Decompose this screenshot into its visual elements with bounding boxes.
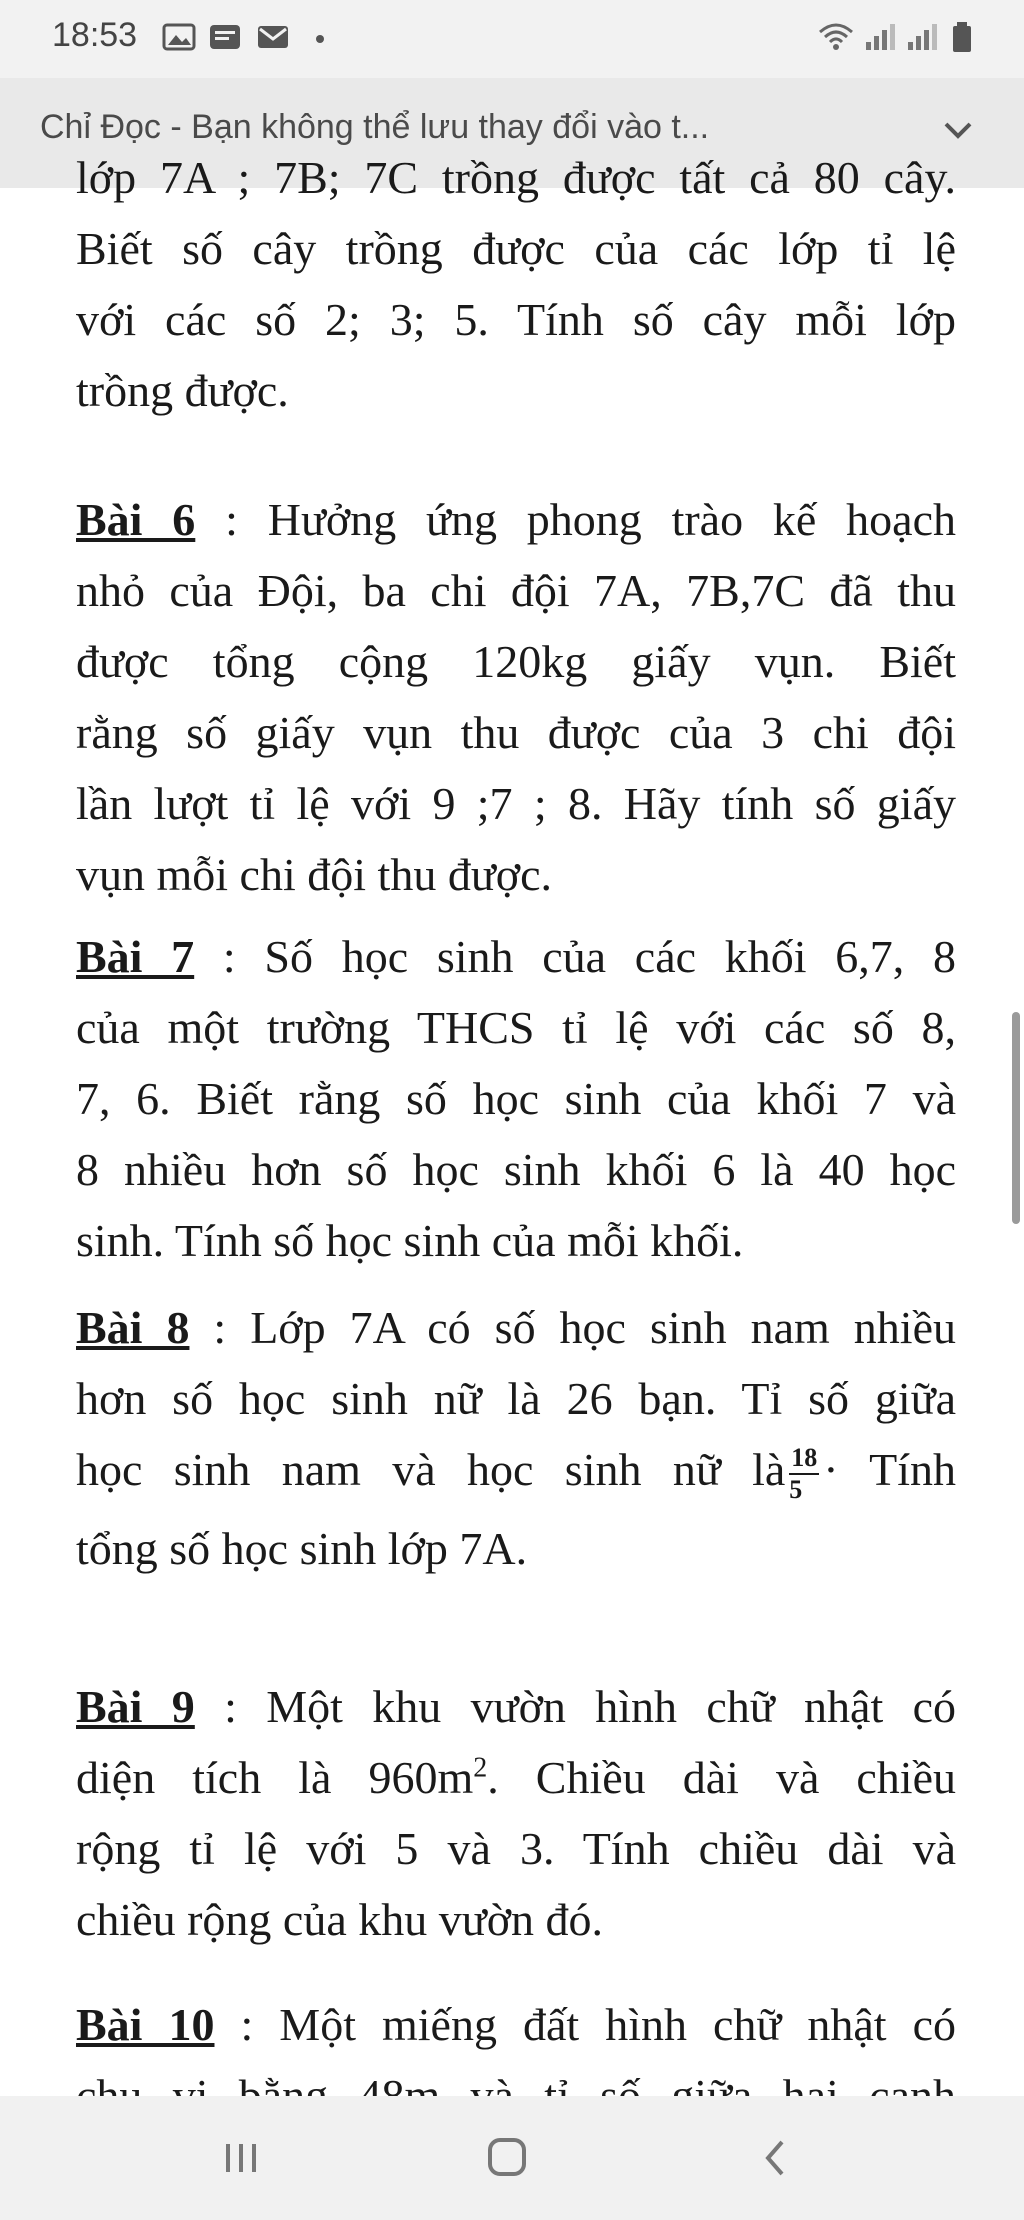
wifi-icon	[816, 20, 856, 54]
text-line: Biết số cây trồng được của các lớp tỉ lệ	[76, 223, 956, 274]
text-line: lớp 7A ; 7B; 7C trồng được tất cả 80 cây.	[76, 152, 956, 203]
text-line: rằng số giấy vụn thu được của 3 chi đội	[76, 707, 956, 758]
text-line: được tổng cộng 120kg giấy vụn. Biết	[76, 636, 956, 687]
text-line: nhỏ của Đội, ba chi đội 7A, 7B,7C đã thu	[76, 565, 956, 616]
text-line: · Tính	[823, 1444, 956, 1495]
text-line: trồng được.	[76, 365, 289, 416]
scrollbar-thumb[interactable]	[1012, 1012, 1020, 1224]
text-line: với các số 2; 3; 5. Tính số cây mỗi lớp	[76, 294, 956, 345]
status-bar	[0, 0, 1024, 78]
exercise-6	[76, 484, 956, 910]
exercise-label: Bài 10	[76, 1999, 215, 2050]
text-line: : Một miếng đất hình chữ nhật có	[214, 1999, 956, 2050]
exercise-7	[76, 921, 956, 1276]
exercise-8	[76, 1292, 956, 1584]
text-line: của một trường THCS tỉ lệ với các số 8,	[76, 1002, 956, 1053]
home-icon[interactable]	[472, 2126, 542, 2190]
signal-icon	[862, 20, 898, 54]
mail-icon	[256, 22, 290, 52]
text-line: 7, 6. Biết rằng số học sinh của khối 7 và	[76, 1073, 956, 1124]
exercise-9	[76, 1671, 956, 1955]
text-line: . Chiều dài và chiều	[487, 1752, 957, 1803]
status-time: 18:53	[52, 16, 138, 54]
exercise-label: Bài 8	[76, 1302, 190, 1353]
exercise-label: Bài 6	[76, 494, 196, 545]
text-line: 8 nhiều hơn số học sinh khối 6 là 40 học	[76, 1144, 956, 1195]
exercise-label: Bài 9	[76, 1681, 195, 1732]
fraction	[789, 1443, 819, 1505]
text-line: rộng tỉ lệ với 5 và 3. Tính chiều dài và	[76, 1823, 956, 1874]
text-line: sinh. Tính số học sinh của mỗi khối.	[76, 1215, 744, 1266]
document-view[interactable]	[0, 152, 1024, 2096]
back-icon[interactable]	[740, 2126, 810, 2190]
text-line: lần lượt tỉ lệ với 9 ;7 ; 8. Hãy tính số giấy	[76, 778, 956, 829]
dot-indicator	[316, 35, 324, 43]
navigation-bar	[0, 2096, 1024, 2220]
text-line: : Hưởng ứng phong trào kế hoạch	[195, 494, 956, 545]
exercise-label: Bài 7	[76, 931, 195, 982]
text-line: chiều rộng của khu vườn đó.	[76, 1894, 604, 1945]
signal-icon	[904, 20, 940, 54]
recent-apps-icon[interactable]	[206, 2126, 276, 2190]
text-line: : Lớp 7A có số học sinh nam nhiều	[189, 1302, 956, 1353]
fraction-numerator: 18	[789, 1443, 819, 1475]
superscript: 2	[473, 1752, 488, 1784]
fraction-denominator: 5	[789, 1475, 803, 1505]
text-line: hơn số học sinh nữ là 26 bạn. Tỉ số giữa	[76, 1373, 956, 1424]
text-line: diện tích là 960m	[76, 1752, 474, 1803]
text-line: tổng số học sinh lớp 7A.	[76, 1523, 528, 1574]
readonly-banner-text: Chỉ Đọc - Bạn không thể lưu thay đổi vào t...	[40, 108, 710, 146]
image-icon	[162, 22, 196, 52]
text-line: : Một khu vườn hình chữ nhật có	[194, 1681, 956, 1732]
battery-icon	[950, 20, 974, 54]
text-line: học sinh nam và học sinh nữ là	[76, 1444, 786, 1495]
notification-icon	[208, 22, 242, 52]
text-line: vụn mỗi chi đội thu được.	[76, 849, 552, 900]
text-line: : Số học sinh của các khối 6,7, 8	[194, 931, 956, 982]
intro-paragraph	[76, 142, 956, 426]
